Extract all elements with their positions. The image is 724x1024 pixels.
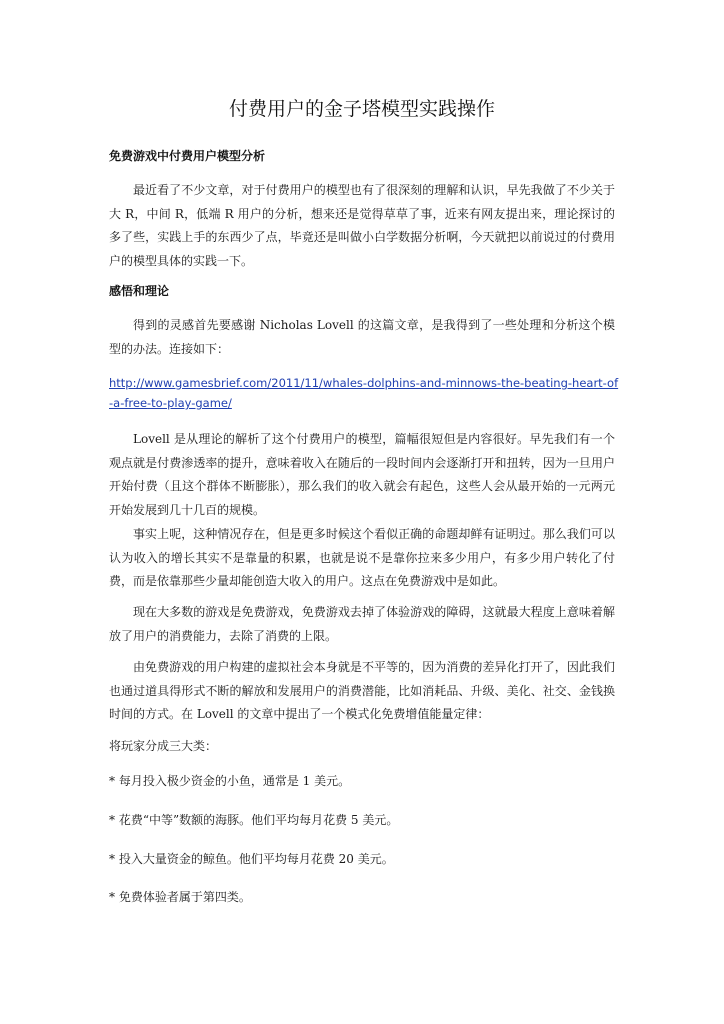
document-title: 付费用户的金子塔模型实践操作 bbox=[228, 98, 495, 120]
list-item-whales: * 投入大量资金的鲸鱼。他们平均每月花费 20 美元。 bbox=[109, 852, 394, 866]
paragraph-three-categories: 将玩家分成三大类： bbox=[109, 739, 218, 753]
paragraph-lovell-theory: Lovell 是从理论的解析了这个付费用户的模型，篇幅很短但是内容很好。早先我们有一个观点就是付费渗透率的提升，意味着收入在随后的一段时间内会逐渐打开和扭转，因为一旦用户开始付费（且这个群体不断膨胀），那么我们的收入就会有起色，这些人会从最开始的一元两元开始发展到几十几百的规模。 bbox=[109, 432, 615, 517]
paragraph-inspiration: 得到的灵感首先要感谢 Nicholas Lovell 的这篇文章，是我得到了一些处理和分析这个模型的办法。连接如下： bbox=[109, 318, 615, 356]
paragraph-intro: 最近看了不少文章，对于付费用户的模型也有了很深刻的理解和认识，早先我做了不少关于大 R，中间 R，低端 R 用户的分析，想来还是觉得草草了事，近来有网友提出来，理论探讨的多了些，实践上手的东西少了点，毕竟还是叫做小白学数据分析啊，今天就把以前说过的付费用户的模型具体的实践一下。 bbox=[109, 183, 615, 268]
section-heading-free-game-model: 免费游戏中付费用户模型分析 bbox=[109, 149, 266, 163]
list-item-minnows: * 每月投入极少资金的小鱼，通常是 1 美元。 bbox=[109, 774, 351, 788]
list-item-free-players: * 免费体验者属于第四类。 bbox=[109, 890, 251, 904]
paragraph-fact: 事实上呢，这种情况存在，但是更多时候这个看似正确的命题却鲜有证明过。那么我们可以认为收入的增长其实不是靠量的积累，也就是说不是靠你拉来多少用户，有多少用户转化了付费，而是依靠那些少量却能创造大收入的用户。这点在免费游戏中是如此。 bbox=[109, 527, 615, 588]
paragraph-virtual-society: 由免费游戏的用户构建的虚拟社会本身就是不平等的，因为消费的差异化打开了，因此我们也通过道具得形式不断的解放和发展用户的消费潜能，比如消耗品、升级、美化、社交、金钱换时间的方式。在 Lovell 的文章中提出了一个模式化免费增值能量定律： bbox=[109, 660, 615, 721]
list-item-dolphins: * 花费“中等”数额的海豚。他们平均每月花费 5 美元。 bbox=[109, 813, 399, 827]
article-link[interactable]: http://www.gamesbrief.com/2011/11/whales-dolphins-and-minnows-the-beating-heart-of-a-free-to-play-game/ bbox=[109, 376, 619, 410]
paragraph-free-games: 现在大多数的游戏是免费游戏，免费游戏去掉了体验游戏的障碍，这就最大程度上意味着解放了用户的消费能力，去除了消费的上限。 bbox=[109, 605, 615, 643]
section-heading-insight-theory: 感悟和理论 bbox=[109, 284, 170, 298]
